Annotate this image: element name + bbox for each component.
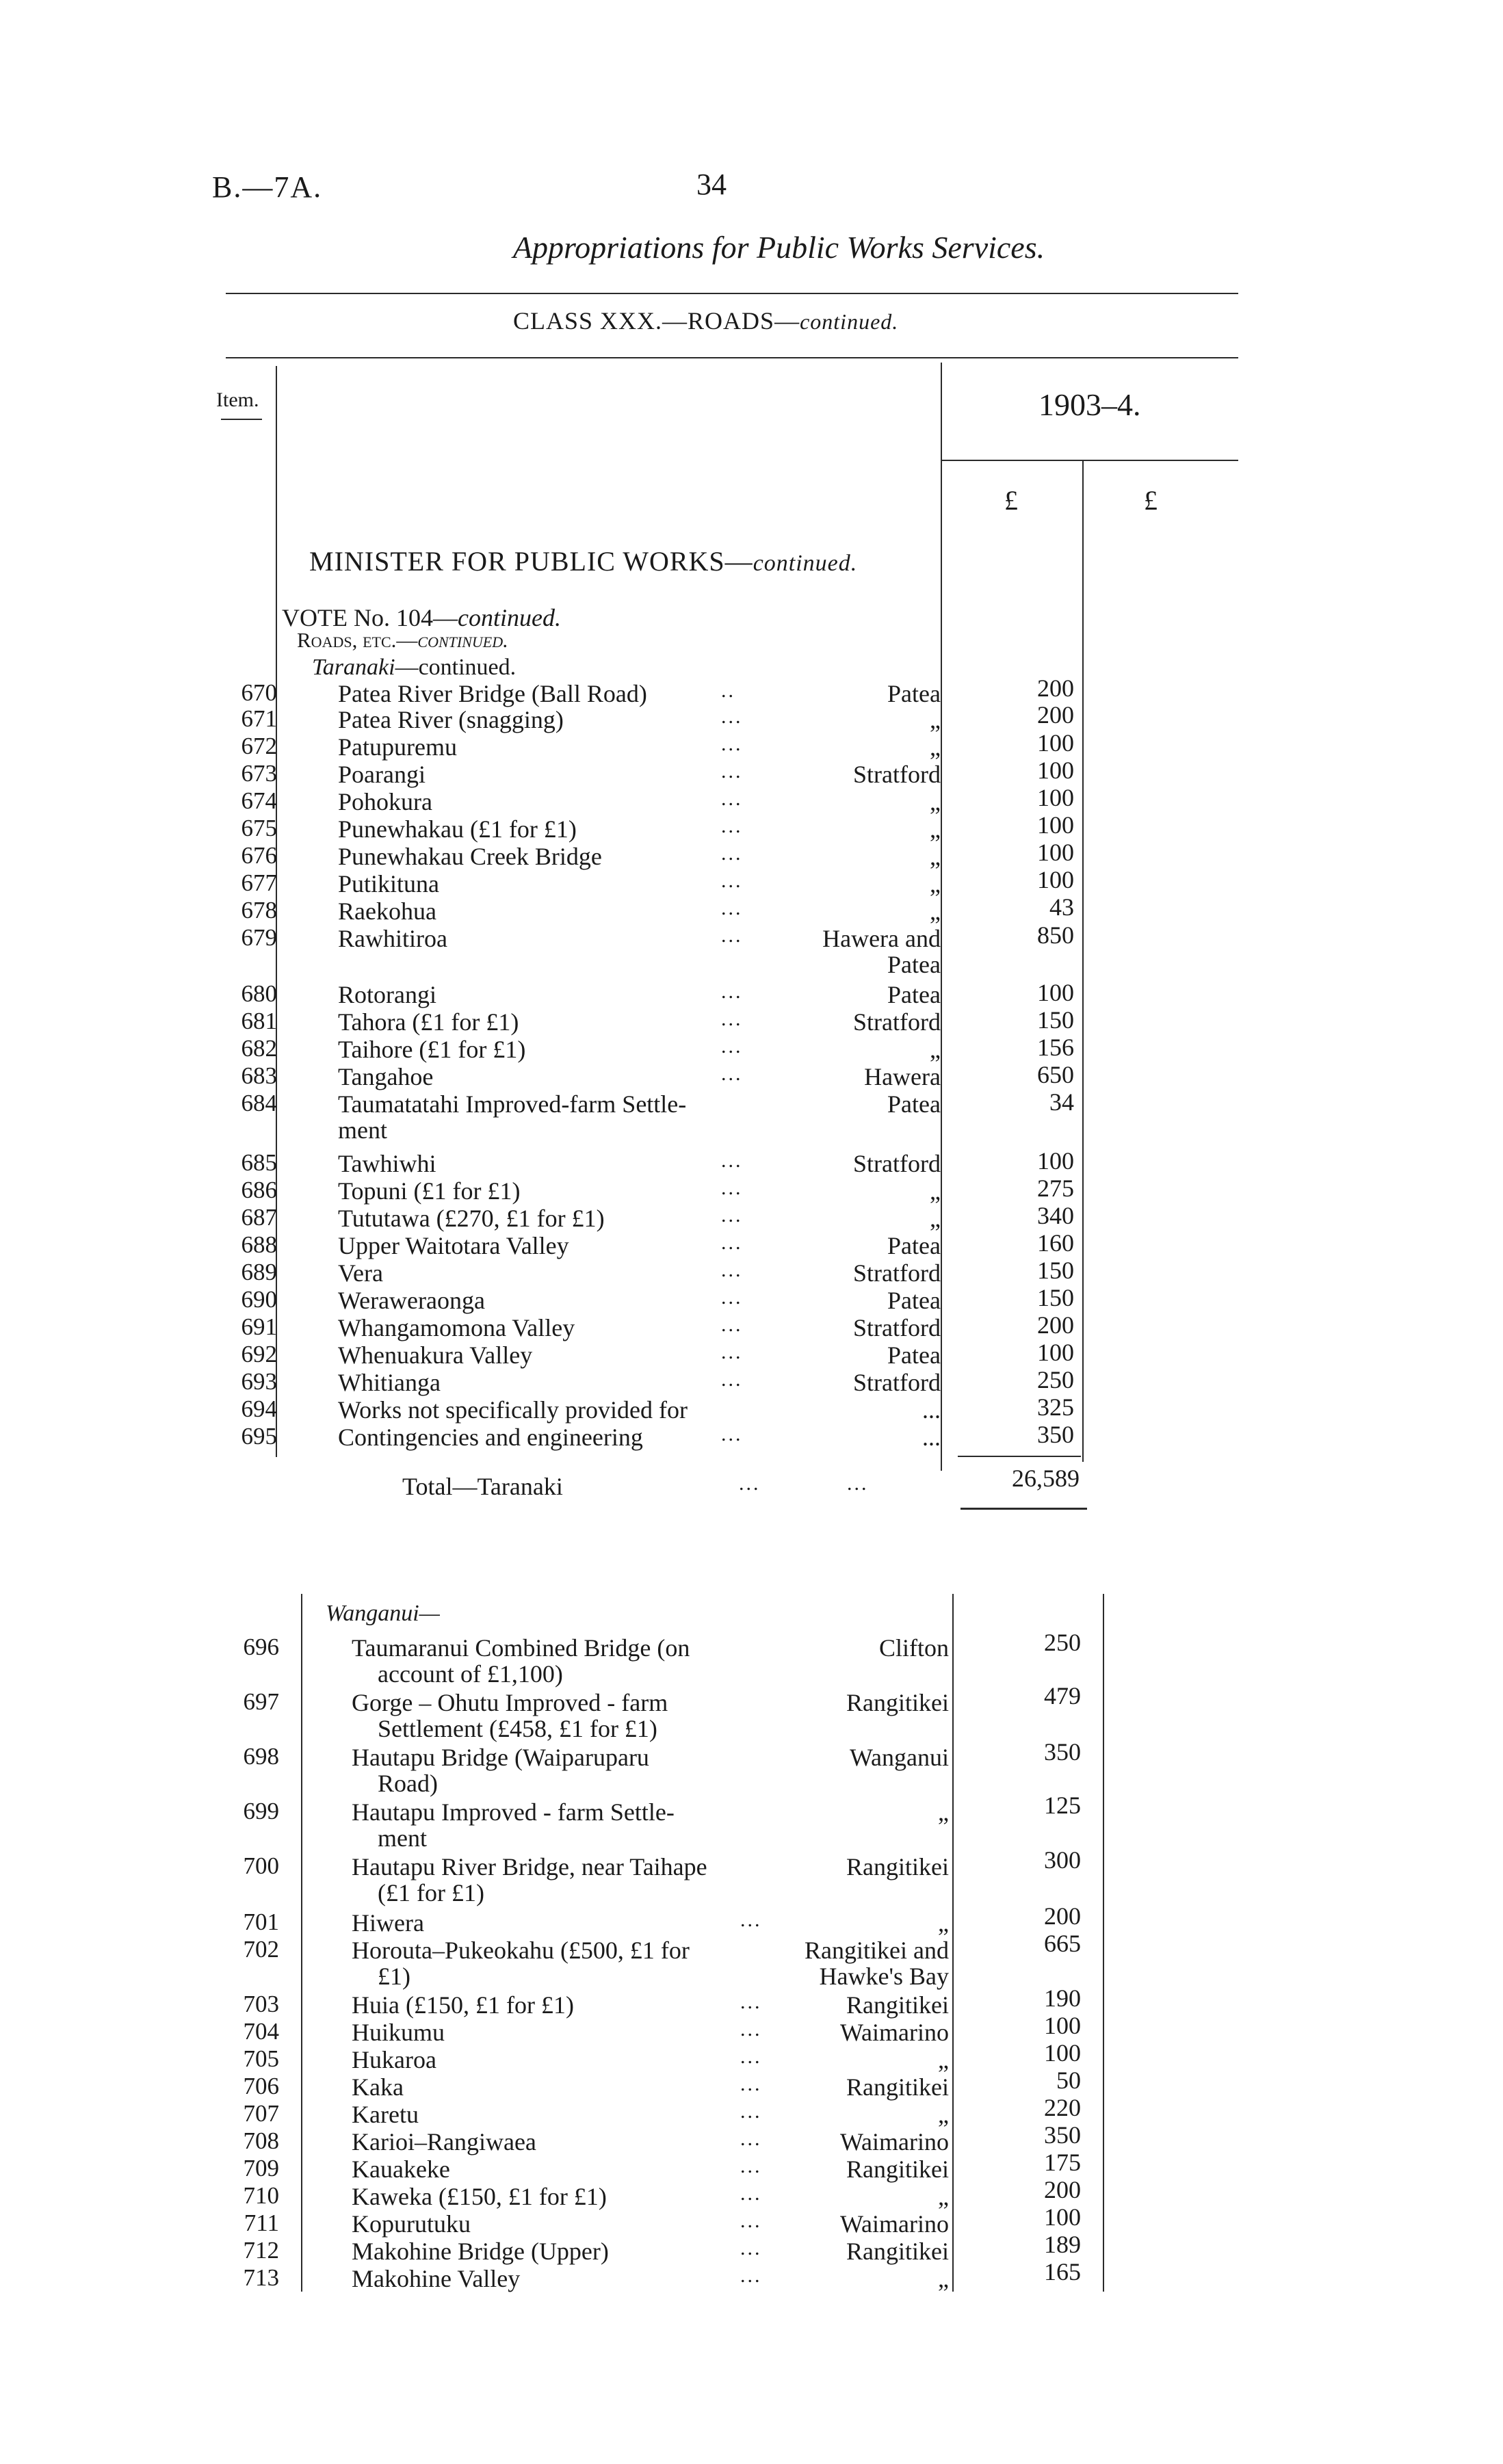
table-row xyxy=(0,784,1503,815)
item-number: 672 xyxy=(241,733,277,759)
district: „ xyxy=(930,1036,941,1063)
table-row xyxy=(0,2203,1503,2238)
item-number: 673 xyxy=(241,760,277,787)
district-continuation: Patea xyxy=(887,951,941,978)
page-title: Appropriations for Public Works Services. xyxy=(512,230,1045,265)
class-subtitle-continued: continued. xyxy=(800,309,899,334)
item-name-continuation: Road) xyxy=(378,1770,438,1797)
table-row xyxy=(0,2121,1503,2155)
item-number: 700 xyxy=(243,1852,279,1879)
item-name: Tututawa (£270, £1 for £1) xyxy=(338,1205,605,1232)
amount: 43 xyxy=(1049,893,1074,921)
item-name: Whitianga xyxy=(338,1369,441,1396)
leader-dots: ... xyxy=(721,815,743,837)
district: Wanganui xyxy=(849,1744,949,1771)
table-row xyxy=(0,1738,1503,1797)
total-dots-2: ... xyxy=(847,1472,869,1495)
district: Stratford xyxy=(853,1369,941,1396)
minister-heading-main: MINISTER FOR PUBLIC WORKS— xyxy=(309,546,753,577)
item-column-header: Item. xyxy=(216,389,259,411)
table-row xyxy=(0,1088,1503,1144)
district: Patea xyxy=(887,680,941,707)
table-row xyxy=(0,2094,1503,2128)
leader-dots: ... xyxy=(721,1177,743,1199)
district: Waimarino xyxy=(839,2019,949,2046)
leader-dots: ... xyxy=(721,1062,743,1085)
item-number: 705 xyxy=(243,2045,279,2072)
item-number: 688 xyxy=(241,1231,277,1258)
item-number: 684 xyxy=(241,1090,277,1116)
amount: 100 xyxy=(1037,811,1074,839)
amount: 100 xyxy=(1044,2039,1081,2067)
item-number: 692 xyxy=(241,1341,277,1367)
item-name: Poarangi xyxy=(338,761,426,788)
year-column-header: 1903–4. xyxy=(1038,387,1141,422)
table-row xyxy=(0,1395,1503,1423)
taranaki-heading-name: Taranaki xyxy=(312,655,395,680)
district: Hawera xyxy=(864,1063,941,1090)
vote-heading-continued: continued. xyxy=(457,604,561,631)
district: „ xyxy=(938,2101,949,2128)
item-number: 686 xyxy=(241,1177,277,1203)
table-row xyxy=(0,1902,1503,1937)
leader-dots: ... xyxy=(740,2155,762,2177)
amount: 200 xyxy=(1044,1902,1081,1930)
amount: 200 xyxy=(1044,2176,1081,2203)
leader-dots: ... xyxy=(740,2264,762,2287)
item-name: Vera xyxy=(338,1259,383,1287)
leader-dots: ... xyxy=(721,760,743,783)
title-rule xyxy=(226,293,1238,294)
subtitle-rule xyxy=(226,357,1238,358)
item-number: 683 xyxy=(241,1062,277,1089)
amount: 220 xyxy=(1044,2094,1081,2121)
district: „ xyxy=(930,788,941,815)
district: Stratford xyxy=(853,1314,941,1341)
leader-dots: ... xyxy=(721,1035,743,1058)
pound-header-2: £ xyxy=(1144,485,1158,516)
district: Waimarino xyxy=(839,2210,949,2238)
item-name: Contingencies and engineering xyxy=(338,1424,643,1451)
amount: 350 xyxy=(1037,1421,1074,1448)
district: Stratford xyxy=(853,761,941,788)
amount: 350 xyxy=(1044,2121,1081,2149)
amount: 665 xyxy=(1044,1930,1081,1957)
leader-dots: ... xyxy=(721,1313,743,1336)
item-name: Punewhakau Creek Bridge xyxy=(338,843,602,870)
item-name: Hiwera xyxy=(352,1909,424,1937)
item-number: 670 xyxy=(241,679,277,706)
item-number: 690 xyxy=(241,1286,277,1313)
leader-dots: ... xyxy=(740,2237,762,2259)
amount: 325 xyxy=(1037,1393,1074,1421)
leader-dots: ... xyxy=(721,1204,743,1227)
district: „ xyxy=(938,1909,949,1937)
item-name: Hautapu River Bridge, near Taihape xyxy=(352,1853,707,1880)
item-number: 676 xyxy=(241,842,277,869)
item-number: 697 xyxy=(243,1688,279,1715)
item-number: 680 xyxy=(241,980,277,1007)
leader-dots: ... xyxy=(740,2100,762,2123)
item-number: 694 xyxy=(241,1395,277,1422)
amount: 200 xyxy=(1037,674,1074,702)
table-row xyxy=(0,1062,1503,1090)
item-number: 707 xyxy=(243,2100,279,2127)
table-row xyxy=(0,1984,1503,2019)
vote-heading-main: VOTE No. 104— xyxy=(282,604,458,631)
amount: 850 xyxy=(1037,921,1074,949)
item-number: 704 xyxy=(243,2018,279,2045)
amount: 350 xyxy=(1044,1738,1081,1766)
item-name-continuation: Settlement (£458, £1 for £1) xyxy=(378,1715,657,1742)
amount: 100 xyxy=(1037,839,1074,866)
leader-dots: ... xyxy=(721,1368,743,1391)
amount: 100 xyxy=(1044,2203,1081,2231)
class-subtitle-main: CLASS XXX.—ROADS— xyxy=(513,307,800,335)
item-number: 682 xyxy=(241,1035,277,1062)
item-name: Kopurutuku xyxy=(352,2210,471,2238)
district: „ xyxy=(930,1205,941,1232)
item-name: Topuni (£1 for £1) xyxy=(338,1177,521,1205)
leader-dots: ... xyxy=(721,980,743,1003)
table-row xyxy=(0,2231,1503,2265)
item-number: 709 xyxy=(243,2155,279,2181)
item-name: Huia (£150, £1 for £1) xyxy=(352,1991,574,2019)
amount: 50 xyxy=(1056,2067,1081,2094)
district: Patea xyxy=(887,1341,941,1369)
table-row xyxy=(0,1177,1503,1204)
amount: 650 xyxy=(1037,1061,1074,1088)
item-number: 701 xyxy=(243,1909,279,1935)
item-name: Whangamomona Valley xyxy=(338,1314,575,1341)
table-row xyxy=(0,2012,1503,2046)
total-rule-bottom xyxy=(960,1508,1087,1510)
item-name: Huikumu xyxy=(352,2019,445,2046)
item-header-underline xyxy=(221,419,262,420)
pound-header-1: £ xyxy=(1004,485,1018,516)
item-name: Putikituna xyxy=(338,870,440,897)
roads-heading xyxy=(297,628,508,653)
taranaki-heading-continued: —continued. xyxy=(395,655,517,680)
district: „ xyxy=(930,1177,941,1205)
district: Stratford xyxy=(853,1008,941,1036)
year-header-rule xyxy=(941,460,1238,461)
district-continuation: Hawke's Bay xyxy=(819,1963,949,1990)
item-name: Gorge – Ohutu Improved - farm xyxy=(352,1689,668,1716)
district: Rangitikei and xyxy=(805,1937,949,1964)
leader-dots: ... xyxy=(740,1991,762,2013)
roads-heading-continued: continued. xyxy=(417,628,508,652)
table-row xyxy=(0,811,1503,843)
table-row xyxy=(0,921,1503,978)
item-number: 693 xyxy=(241,1368,277,1395)
district: Patea xyxy=(887,1232,941,1259)
amount: 100 xyxy=(1037,866,1074,893)
district: „ xyxy=(930,706,941,733)
district: Rangitikei xyxy=(846,1991,949,2019)
minister-heading xyxy=(309,545,857,577)
item-number: 687 xyxy=(241,1204,277,1231)
wanganui-heading: Wanganui— xyxy=(326,1601,440,1626)
district: „ xyxy=(930,870,941,897)
item-number: 677 xyxy=(241,869,277,896)
item-name: Tahora (£1 for £1) xyxy=(338,1008,519,1036)
district: Clifton xyxy=(878,1634,949,1662)
leader-dots: ... xyxy=(721,1286,743,1309)
item-number: 679 xyxy=(241,924,277,951)
amount: 200 xyxy=(1037,1311,1074,1339)
district: Patea xyxy=(887,1287,941,1314)
item-number: 698 xyxy=(243,1743,279,1770)
leader-dots: ... xyxy=(721,1423,743,1445)
item-number: 674 xyxy=(241,787,277,814)
table-row xyxy=(0,1008,1503,1035)
item-name: Taumatatahi Improved-farm Settle- xyxy=(338,1090,687,1118)
district: Rangitikei xyxy=(846,1689,949,1716)
item-name: Kauakeke xyxy=(352,2155,450,2183)
item-number: 710 xyxy=(243,2182,279,2209)
table-row xyxy=(0,1792,1503,1852)
table-row xyxy=(0,1313,1503,1341)
item-name: Whenuakura Valley xyxy=(338,1341,533,1369)
leader-dots: ... xyxy=(721,787,743,810)
table-row xyxy=(0,866,1503,897)
table-row xyxy=(0,1629,1503,1688)
district: Stratford xyxy=(853,1259,941,1287)
item-number: 699 xyxy=(243,1798,279,1824)
district: Hawera and xyxy=(822,925,941,952)
district: „ xyxy=(930,733,941,761)
item-name: Kaweka (£150, £1 for £1) xyxy=(352,2183,607,2210)
amount: 150 xyxy=(1037,1006,1074,1034)
item-number: 712 xyxy=(243,2237,279,2264)
table-row xyxy=(0,674,1503,707)
amount: 479 xyxy=(1044,1682,1081,1709)
leader-dots: ... xyxy=(721,733,743,755)
district: Rangitikei xyxy=(846,1853,949,1880)
table-row xyxy=(0,1149,1503,1177)
table-row xyxy=(0,2176,1503,2210)
table-row xyxy=(0,1341,1503,1368)
district: „ xyxy=(930,897,941,925)
item-number: 713 xyxy=(243,2264,279,2291)
item-number: 675 xyxy=(241,815,277,841)
table-row xyxy=(0,1259,1503,1286)
table-row xyxy=(0,1035,1503,1062)
item-name: Makohine Bridge (Upper) xyxy=(352,2238,609,2265)
leader-dots: ... xyxy=(721,842,743,865)
amount: 165 xyxy=(1044,2258,1081,2285)
leader-dots: ... xyxy=(721,924,743,947)
district: ... xyxy=(922,1396,941,1424)
amount: 340 xyxy=(1037,1202,1074,1229)
item-number: 695 xyxy=(241,1423,277,1450)
leader-dots: ... xyxy=(740,1909,762,1931)
leader-dots: ... xyxy=(740,2210,762,2232)
table-row xyxy=(0,1368,1503,1395)
amount: 175 xyxy=(1044,2149,1081,2176)
total-taranaki-amount: 26,589 xyxy=(1012,1465,1080,1492)
roads-heading-main: Roads, etc.— xyxy=(297,628,418,652)
district: Rangitikei xyxy=(846,2073,949,2101)
table-row xyxy=(0,1930,1503,1990)
minister-heading-continued: continued. xyxy=(753,551,858,576)
table-row xyxy=(0,2039,1503,2073)
item-name-continuation: account of £1,100) xyxy=(378,1660,563,1688)
amount: 100 xyxy=(1037,729,1074,757)
item-name: Tangahoe xyxy=(338,1063,434,1090)
district: Rangitikei xyxy=(846,2238,949,2265)
leader-dots: ... xyxy=(721,705,743,728)
item-name-continuation: ment xyxy=(338,1116,387,1144)
district: „ xyxy=(938,2265,949,2292)
leader-dots: ... xyxy=(721,1259,743,1281)
item-name-continuation: (£1 for £1) xyxy=(378,1879,484,1906)
item-name-continuation: £1) xyxy=(378,1963,410,1990)
leader-dots: .. xyxy=(721,679,735,702)
total-rule-top xyxy=(958,1456,1081,1457)
leader-dots: ... xyxy=(740,2127,762,2150)
item-name: Hautapu Bridge (Waiparuparu xyxy=(352,1744,649,1771)
amount: 190 xyxy=(1044,1984,1081,2012)
amount: 160 xyxy=(1037,1229,1074,1257)
district: Patea xyxy=(887,981,941,1008)
item-name: Horouta–Pukeokahu (£500, £1 for xyxy=(352,1937,690,1964)
item-name: Taumaranui Combined Bridge (on xyxy=(352,1634,690,1662)
item-name: Rawhitiroa xyxy=(338,925,447,952)
total-dots-1: ... xyxy=(739,1472,761,1495)
item-number: 685 xyxy=(241,1149,277,1176)
district: Waimarino xyxy=(839,2128,949,2155)
item-number: 689 xyxy=(241,1259,277,1285)
item-name: Rotorangi xyxy=(338,981,436,1008)
amount: 189 xyxy=(1044,2231,1081,2258)
table-row xyxy=(0,757,1503,788)
table-row xyxy=(0,2258,1503,2292)
item-name: Hukaroa xyxy=(352,2046,436,2073)
item-name: Weraweraonga xyxy=(338,1287,485,1314)
district: „ xyxy=(938,2183,949,2210)
amount: 250 xyxy=(1037,1366,1074,1393)
district: „ xyxy=(930,815,941,843)
table-row xyxy=(0,1204,1503,1231)
total-taranaki-label: Total—Taranaki xyxy=(402,1473,563,1500)
table-row xyxy=(0,729,1503,761)
table-row xyxy=(0,1286,1503,1313)
amount: 100 xyxy=(1037,1339,1074,1366)
taranaki-heading xyxy=(312,655,516,681)
table-row xyxy=(0,980,1503,1008)
amount: 200 xyxy=(1037,701,1074,729)
leader-dots: ... xyxy=(740,2045,762,2068)
page-number: 34 xyxy=(696,168,727,201)
table-row xyxy=(0,701,1503,733)
item-name: Patupuremu xyxy=(338,733,457,761)
amount: 300 xyxy=(1044,1846,1081,1874)
amount: 150 xyxy=(1037,1284,1074,1311)
district: „ xyxy=(938,2046,949,2073)
item-name: Makohine Valley xyxy=(352,2265,521,2292)
amount: 250 xyxy=(1044,1629,1081,1656)
item-number: 691 xyxy=(241,1313,277,1340)
district: Patea xyxy=(887,1090,941,1118)
item-name: Punewhakau (£1 for £1) xyxy=(338,815,577,843)
leader-dots: ... xyxy=(740,2182,762,2205)
leader-dots: ... xyxy=(721,1149,743,1172)
item-number: 678 xyxy=(241,897,277,923)
leader-dots: ... xyxy=(721,897,743,919)
district: Stratford xyxy=(853,1150,941,1177)
amount: 34 xyxy=(1049,1088,1074,1116)
leader-dots: ... xyxy=(721,1008,743,1030)
item-name-continuation: ment xyxy=(378,1824,427,1852)
item-name: Kaka xyxy=(352,2073,404,2101)
leader-dots: ... xyxy=(740,2018,762,2041)
table-row xyxy=(0,1846,1503,1906)
district: ... xyxy=(922,1424,941,1451)
item-name: Taihore (£1 for £1) xyxy=(338,1036,526,1063)
amount: 125 xyxy=(1044,1792,1081,1819)
item-name: Raekohua xyxy=(338,897,436,925)
item-name: Upper Waitotara Valley xyxy=(338,1232,569,1259)
item-name: Works not specifically provided for xyxy=(338,1396,688,1424)
table-row xyxy=(0,1682,1503,1742)
district: Rangitikei xyxy=(846,2155,949,2183)
item-name: Karioi–Rangiwaea xyxy=(352,2128,536,2155)
item-number: 706 xyxy=(243,2073,279,2099)
item-number: 671 xyxy=(241,705,277,732)
item-name: Pohokura xyxy=(338,788,432,815)
item-name: Tawhiwhi xyxy=(338,1150,436,1177)
item-name: Patea River (snagging) xyxy=(338,706,564,733)
amount: 100 xyxy=(1044,2012,1081,2039)
document-code: B.—7A. xyxy=(212,170,323,204)
leader-dots: ... xyxy=(740,2073,762,2095)
item-name: Hautapu Improved - farm Settle- xyxy=(352,1798,675,1826)
amount: 150 xyxy=(1037,1257,1074,1284)
table-row xyxy=(0,2067,1503,2101)
class-subtitle xyxy=(513,306,898,335)
table-row xyxy=(0,1423,1503,1450)
amount: 100 xyxy=(1037,1147,1074,1175)
item-name: Karetu xyxy=(352,2101,419,2128)
item-number: 696 xyxy=(243,1634,279,1660)
amount: 100 xyxy=(1037,784,1074,811)
item-number: 703 xyxy=(243,1991,279,2017)
amount: 100 xyxy=(1037,979,1074,1006)
table-row xyxy=(0,893,1503,925)
table-row xyxy=(0,1231,1503,1259)
amount: 156 xyxy=(1037,1034,1074,1061)
item-name: Patea River Bridge (Ball Road) xyxy=(338,680,647,707)
amount: 275 xyxy=(1037,1175,1074,1202)
leader-dots: ... xyxy=(721,1231,743,1254)
amount: 100 xyxy=(1037,757,1074,784)
leader-dots: ... xyxy=(721,1341,743,1363)
leader-dots: ... xyxy=(721,869,743,892)
table-row xyxy=(0,839,1503,870)
district: „ xyxy=(938,1798,949,1826)
item-number: 711 xyxy=(244,2210,279,2236)
table-row xyxy=(0,2149,1503,2183)
item-number: 702 xyxy=(243,1936,279,1963)
item-number: 681 xyxy=(241,1008,277,1034)
district: „ xyxy=(930,843,941,870)
item-number: 708 xyxy=(243,2127,279,2154)
